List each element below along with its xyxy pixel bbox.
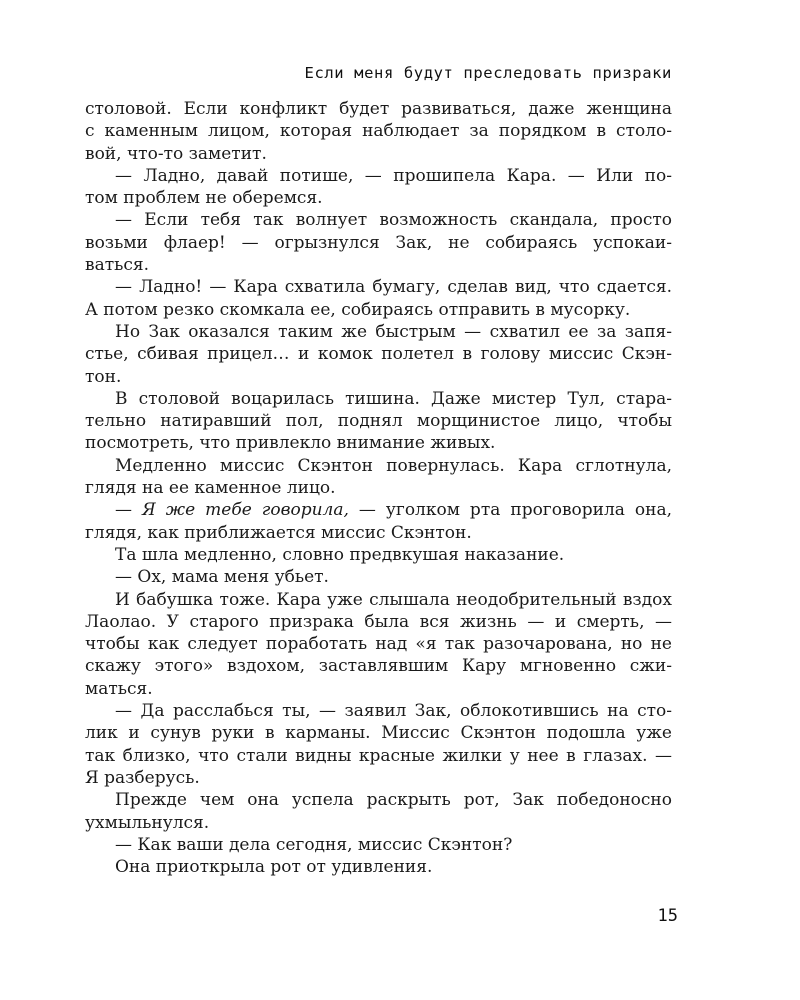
text-line: тон. (85, 366, 122, 387)
page-number: 15 (657, 906, 678, 926)
running-head-title: Если меня будут преследовать призраки (304, 64, 672, 82)
text-line: тельно натиравший пол, поднял морщинистое лицо, чтобы (85, 411, 672, 432)
text-line: — Ладно! — Кара схватила бумагу, сделав вид, что сдается. (115, 277, 672, 298)
text-line: В столовой воцарилась тишина. Даже мистер Тул, старa- (115, 388, 672, 409)
text-line: ухмыльнулся. (85, 812, 210, 833)
text-line: так близко, что стали видны красные жилки у нее в глазах. — (85, 745, 672, 766)
text-line: столовой. Если конфликт будет развиваться, даже женщина (85, 99, 672, 119)
text-line: Та шла медленно, словно предвкушая наказание. (115, 544, 565, 565)
body-text (85, 98, 672, 878)
italic-phrase: Я же тебе говорила, (142, 500, 349, 521)
text-line: лик и сунув руки в карманы. Миссис Скэнтон подошла уже (85, 723, 672, 744)
text-line: Она приоткрыла рот от удивления. (115, 857, 433, 878)
text-line: возьми флаер! — огрызнулся Зак, не собираясь успокаи- (85, 232, 672, 253)
text-line-pre: — (115, 500, 143, 521)
text-line: Лаолао. У старого призрака была вся жизнь — и смерть, — (85, 611, 672, 632)
text-line: — Да расслабься ты, — заявил Зак, облокотившись на сто- (115, 701, 672, 722)
text-line: И бабушка тоже. Кара уже слышала неодобрительный вздох (115, 589, 672, 610)
text-line: скажу этого» вздохом, заставлявшим Кару мгновенно сжи- (85, 656, 672, 677)
text-line: с каменным лицом, которая наблюдает за порядком в столо- (85, 121, 672, 142)
text-line: — Ладно, давай потише, — прошипела Кара. — Или по- (115, 165, 672, 186)
text-line: глядя, как приближается миссис Скэнтон. (85, 522, 472, 543)
text-line: Медленно миссис Скэнтон повернулась. Кара сглотнула, (115, 455, 672, 476)
text-line: — Если тебя так волнует возможность скандала, просто (115, 210, 672, 231)
text-line: маться. (85, 678, 153, 699)
text-line: том проблем не оберемся. (85, 188, 323, 209)
text-line: Я разберусь. (85, 767, 200, 788)
text-line: глядя на ее каменное лицо. (85, 478, 336, 499)
text-line: Прежде чем она успела раскрыть рот, Зак победоносно (115, 790, 672, 811)
text-line: Но Зак оказался таким же быстрым — схватил ее за запя- (115, 321, 672, 342)
text-line: вой, что-то заметит. (85, 143, 267, 164)
text-line-rest: — уголком рта проговорила она, (348, 500, 673, 521)
text-line: посмотреть, что привлекло внимание живых. (85, 433, 496, 454)
text-line: — Как ваши дела сегодня, миссис Скэнтон? (115, 834, 513, 855)
text-line: ваться. (85, 255, 150, 276)
text-line (85, 499, 672, 521)
text-line: чтобы как следует поработать над «я так разочарована, но не (85, 634, 672, 655)
text-line: — Ох, мама меня убьет. (115, 567, 329, 588)
text-line: стье, сбивая прицел… и комок полетел в голову миссис Скэн- (85, 344, 672, 365)
text-line: А потом резко скомкала ее, собираясь отправить в мусорку. (85, 299, 631, 320)
